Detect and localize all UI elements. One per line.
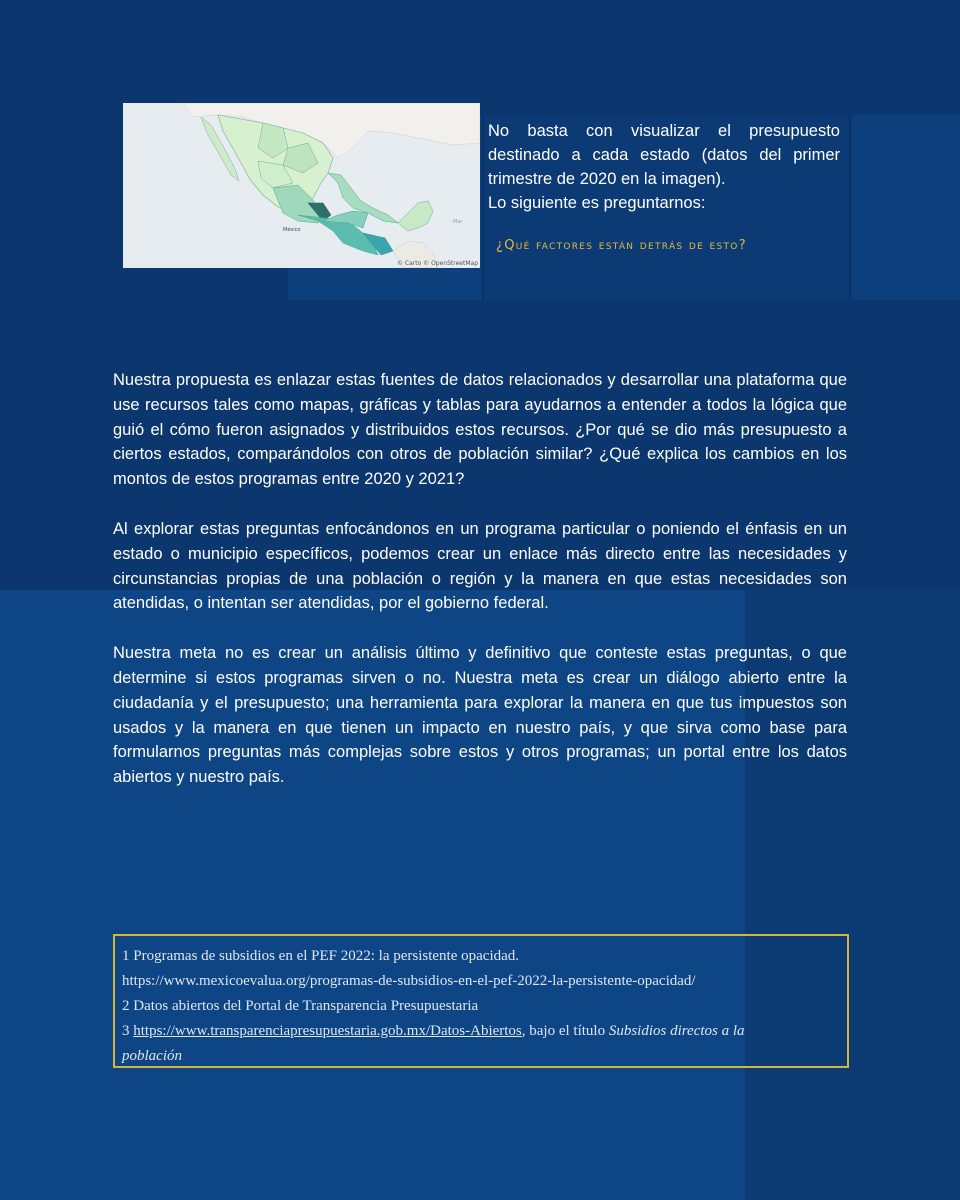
body-paragraph-2: Al explorar estas preguntas enfocándonos en un programa particular o poniendo el énfasis en un estado o municipio específicos, podemos crear un enlace más directo entre las necesidades y circunstancias propias de una población o región y la manera en que estas necesidades son atendidas, o intentan ser atendidas, por el gobierno federal. — [113, 519, 847, 613]
footnote-3-italic-a: Subsidios directos a la — [608, 1023, 745, 1039]
footnote-1-line-1 — [122, 944, 840, 969]
highlight-question: ¿Qué factores están detrás de esto? — [496, 238, 747, 253]
footnote-3-number: 3 — [122, 1023, 130, 1039]
map-graphic — [123, 103, 480, 268]
intro-paragraph-2: Lo siguiente es preguntarnos: — [488, 194, 706, 212]
intro-text — [488, 119, 840, 215]
body-paragraph-3: Nuestra meta no es crear un análisis último y definitivo que conteste estas preguntas, o que determine si estos programas sirven o no. Nuestra meta es crear un diálogo abierto entre la ciudadanía y el presupuesto; una herramienta para explorar la manera en que tus impuestos son usados y la manera en que tienen un impacto en nuestro país, y que sirva como base para formularnos preguntas más complejas sobre estos y otros programas; un portal entre los datos abiertos y nuestro país. — [113, 644, 847, 787]
map-credit: © Carto © OpenStreetMap — [397, 260, 478, 267]
footnote-3-mid: , bajo el título — [521, 1023, 609, 1039]
footnote-3-line-1 — [122, 1019, 840, 1044]
footnote-1-title: Programas de subsidios en el PEF 2022: la persistente opacidad. — [133, 948, 520, 964]
intro-paragraph-1: No basta con visualizar el presupuesto destinado a cada estado (datos del primer trimestre de 2020 en la imagen). — [488, 122, 840, 188]
footnote-3-url[interactable]: https://www.transparenciapresupuestaria.gob.mx/Datos-Abiertos — [133, 1023, 522, 1039]
footnote-2 — [122, 994, 840, 1019]
main-body — [113, 368, 847, 815]
svg-text:Mar: Mar — [453, 219, 463, 225]
body-paragraph-1: Nuestra propuesta es enlazar estas fuentes de datos relacionados y desarrollar una plataforma que use recursos tales como mapas, gráficas y tablas para ayudarnos a entender a todos la lógica que guió el cómo fueron asignados y distribuidos estos recursos. ¿Por qué se dio más presupuesto a ciertos estados, comparándolos con otros de población similar? ¿Qué explica los cambios en los montos de estos programas entre 2020 y 2021? — [113, 371, 847, 489]
footnote-2-text: Datos abiertos del Portal de Transparencia Presupuestaria — [133, 998, 479, 1014]
footnotes-box — [113, 934, 849, 1068]
footnote-2-number: 2 — [122, 998, 130, 1014]
footnote-1-line-2 — [122, 969, 840, 994]
footnote-1-number: 1 — [122, 948, 130, 964]
footnote-3-line-2 — [122, 1044, 840, 1069]
mexico-choropleth-map — [123, 103, 480, 268]
footnote-3-italic-b: población — [122, 1048, 182, 1064]
footnote-1-url[interactable]: https://www.mexicoevalua.org/programas-de-subsidios-en-el-pef-2022-la-persistente-opacidad/ — [122, 973, 696, 989]
svg-text:México: México — [283, 227, 301, 233]
